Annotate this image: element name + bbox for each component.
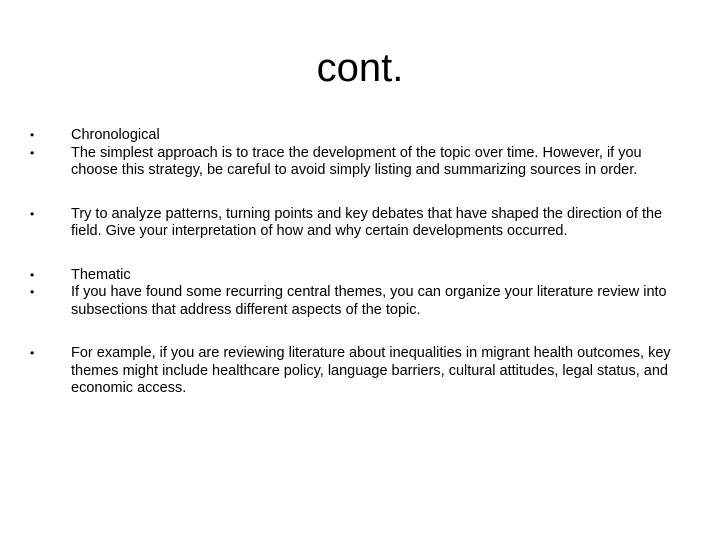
bullet-text: The simplest approach is to trace the development of the topic over time. However, if you choose this strategy, be careful to avoid simply listing and summarizing sources in order. xyxy=(71,144,642,178)
bullet-item xyxy=(30,284,680,319)
slide-body xyxy=(30,127,680,398)
bullet-group-example xyxy=(30,345,680,398)
bullet-text: If you have found some recurring central themes, you can organize your literature review into subsections that address different aspects of the topic. xyxy=(71,284,667,318)
bullet-item xyxy=(30,145,680,180)
bullet-text: For example, if you are reviewing literature about inequalities in migrant health outcomes, key themes might include healthcare policy, language barriers, cultural attitudes, legal status, and economic access. xyxy=(71,345,671,396)
bullet-icon: • xyxy=(30,145,35,160)
bullet-item xyxy=(30,267,680,285)
bullet-item xyxy=(30,127,680,145)
bullet-text: Chronological xyxy=(71,127,160,143)
bullet-item xyxy=(30,345,680,398)
bullet-item xyxy=(30,206,680,241)
slide-title: cont. xyxy=(316,46,404,90)
bullet-group-thematic xyxy=(30,267,680,320)
bullet-icon: • xyxy=(30,346,35,360)
bullet-icon: • xyxy=(30,206,35,221)
bullet-icon: • xyxy=(30,285,35,299)
bullet-icon: • xyxy=(30,128,35,142)
bullet-group-analyze xyxy=(30,206,680,241)
bullet-text: Thematic xyxy=(71,266,131,283)
bullet-icon: • xyxy=(30,267,35,282)
bullet-text: Try to analyze patterns, turning points and key debates that have shaped the direction of the field. Give your interpretation of how and why certain developments occurred. xyxy=(71,205,663,239)
bullet-group-chronological xyxy=(30,127,680,180)
